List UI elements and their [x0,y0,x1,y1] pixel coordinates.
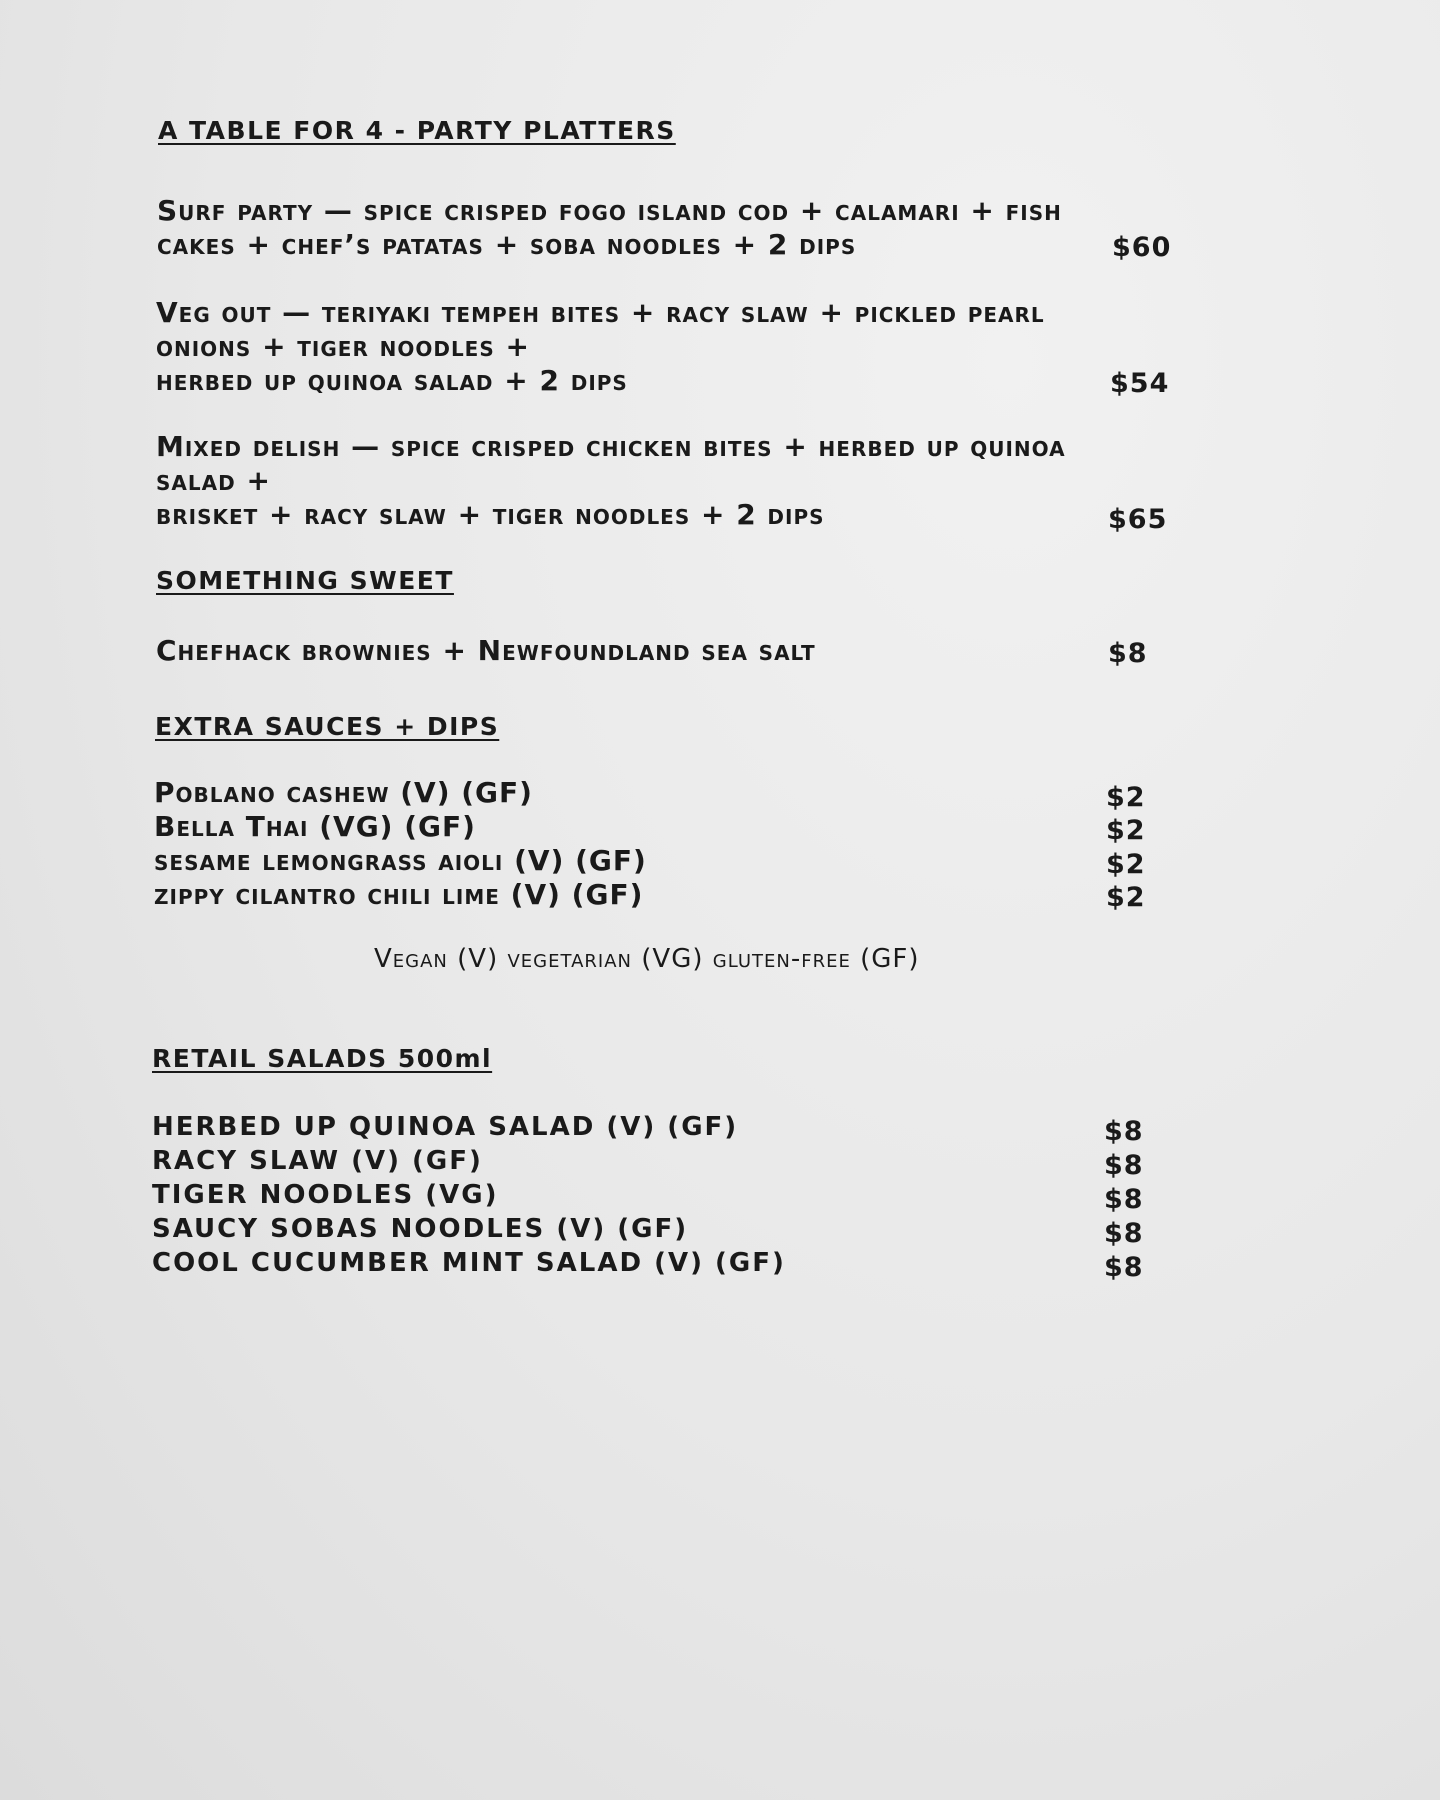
salad-item: SAUCY SOBAS NOODLES (V) (GF) [152,1214,689,1244]
platter-line: Surf party — spice crisped fogo island cod + calamari + fish [157,194,1062,227]
sauce-price: $2 [1106,849,1146,880]
platter-line: salad + [156,464,271,497]
sauce-item: zippy cilantro chili lime (V) (GF) [154,878,644,911]
sauce-price: $2 [1106,782,1146,813]
salad-price: $8 [1104,1150,1144,1181]
sweet-heading: SOMETHING SWEET [156,566,454,595]
platter-price-mixed: $65 [1108,504,1168,535]
salad-price: $8 [1104,1252,1144,1283]
platter-item-mixed [156,430,1066,532]
platter-price-surf: $60 [1112,232,1172,263]
platter-line: cakes + chef’s patatas + soba noodles + 2 dips [157,228,857,261]
platters-heading: A TABLE FOR 4 - PARTY PLATTERS [158,116,676,145]
sauce-item: Poblano cashew (V) (GF) [154,776,533,809]
sweet-item: Chefhack brownies + Newfoundland sea salt [156,634,816,667]
salad-item: TIGER NOODLES (VG) [152,1180,499,1210]
salad-item: RACY SLAW (V) (GF) [152,1146,483,1176]
platter-line: Veg out — teriyaki tempeh bites + racy slaw + pickled pearl [156,296,1045,329]
salad-price: $8 [1104,1218,1144,1249]
salad-item: COOL CUCUMBER MINT SALAD (V) (GF) [152,1248,786,1278]
sauce-price: $2 [1106,815,1146,846]
sauces-heading: EXTRA SAUCES + DIPS [155,712,500,741]
platter-line: brisket + racy slaw + tiger noodles + 2 dips [156,498,825,531]
platter-item-surf [157,194,1062,262]
platter-line: herbed up quinoa salad + 2 dips [156,364,628,397]
platter-item-veg [156,296,1045,398]
platter-price-veg: $54 [1110,368,1170,399]
sauce-item: Bella Thai (VG) (GF) [154,810,476,843]
salad-price: $8 [1104,1116,1144,1147]
salad-price: $8 [1104,1184,1144,1215]
salad-item: HERBED UP QUINOA SALAD (V) (GF) [152,1112,739,1142]
platter-line: onions + tiger noodles + [156,330,530,363]
salads-heading: RETAIL SALADS 500ml [152,1044,493,1073]
sweet-price: $8 [1108,638,1148,669]
sauce-price: $2 [1106,882,1146,913]
sauce-item: sesame lemongrass aioli (V) (GF) [154,844,647,877]
platter-line: Mixed delish — spice crisped chicken bites + herbed up quinoa [156,430,1066,463]
diet-legend: Vegan (V) vegetarian (VG) gluten-free (GF) [374,944,920,974]
sauce-list [154,776,647,912]
